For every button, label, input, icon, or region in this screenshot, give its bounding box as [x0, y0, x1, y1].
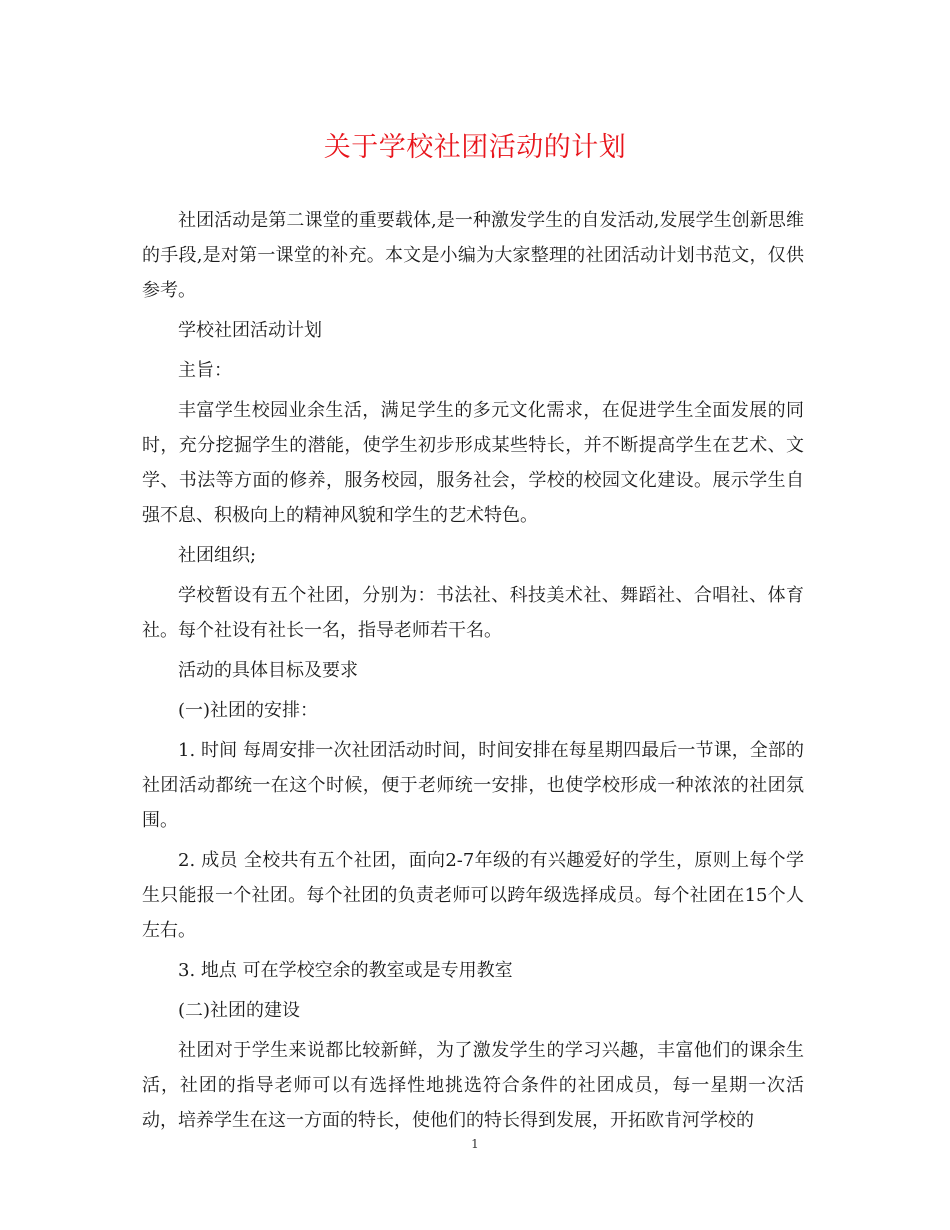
paragraph-construction: 社团对于学生来说都比较新鲜，为了激发学生的学习兴趣，丰富他们的课余生活，社团的指导老师可以有选择性地挑选符合条件的社团成员，每一星期一次活动，培养学生在这一方面的特长，使他们的特长得到发展，开拓欧肯河学校的	[142, 1040, 804, 1131]
paragraph-organization: 学校暂设有五个社团，分别为：书法社、科技美术社、舞蹈社、合唱社、体育社。每个社设有社长一名，指导老师若干名。	[142, 585, 804, 641]
paragraph-organization-heading: 社团组织;	[178, 545, 257, 566]
paragraph-purpose-heading: 主旨：	[178, 360, 232, 381]
document-body	[142, 203, 804, 1143]
paragraph-purpose: 丰富学生校园业余生活，满足学生的多元文化需求，在促进学生全面发展的同时，充分挖掘学生的潜能，使学生初步形成某些特长，并不断提高学生在艺术、文学、书法等方面的修养，服务校园，服务社会，学校的校园文化建设。展示学生自强不息、积极向上的精神风貌和学生的艺术特色。	[142, 400, 804, 526]
paragraph-members: 2. 成员 全校共有五个社团，面向2-7年级的有兴趣爱好的学生，原则上每个学生只能报一个社团。每个社团的负责老师可以跨年级选择成员。每个社团在15个人左右。	[142, 850, 804, 941]
paragraph-time: 1. 时间 每周安排一次社团活动时间，时间安排在每星期四最后一节课，全部的社团活动都统一在这个时候，便于老师统一安排，也使学校形成一种浓浓的社团氛围。	[142, 740, 804, 831]
paragraph-construction-heading: (二)社团的建设	[178, 1000, 301, 1021]
paragraph-plan-heading: 学校社团活动计划	[178, 320, 322, 341]
page-number: 1	[471, 1137, 479, 1151]
paragraph-arrangement-heading: (一)社团的安排：	[178, 700, 319, 721]
paragraph-location: 3. 地点 可在学校空余的教室或是专用教室	[178, 960, 513, 981]
paragraph-intro: 社团活动是第二课堂的重要载体,是一种激发学生的自发活动,发展学生创新思维的手段,是对第一课堂的补充。本文是小编为大家整理的社团活动计划书范文，仅供参考。	[142, 210, 804, 301]
document-title: 关于学校社团活动的计划	[323, 132, 627, 163]
paragraph-goals-heading: 活动的具体目标及要求	[178, 660, 358, 681]
